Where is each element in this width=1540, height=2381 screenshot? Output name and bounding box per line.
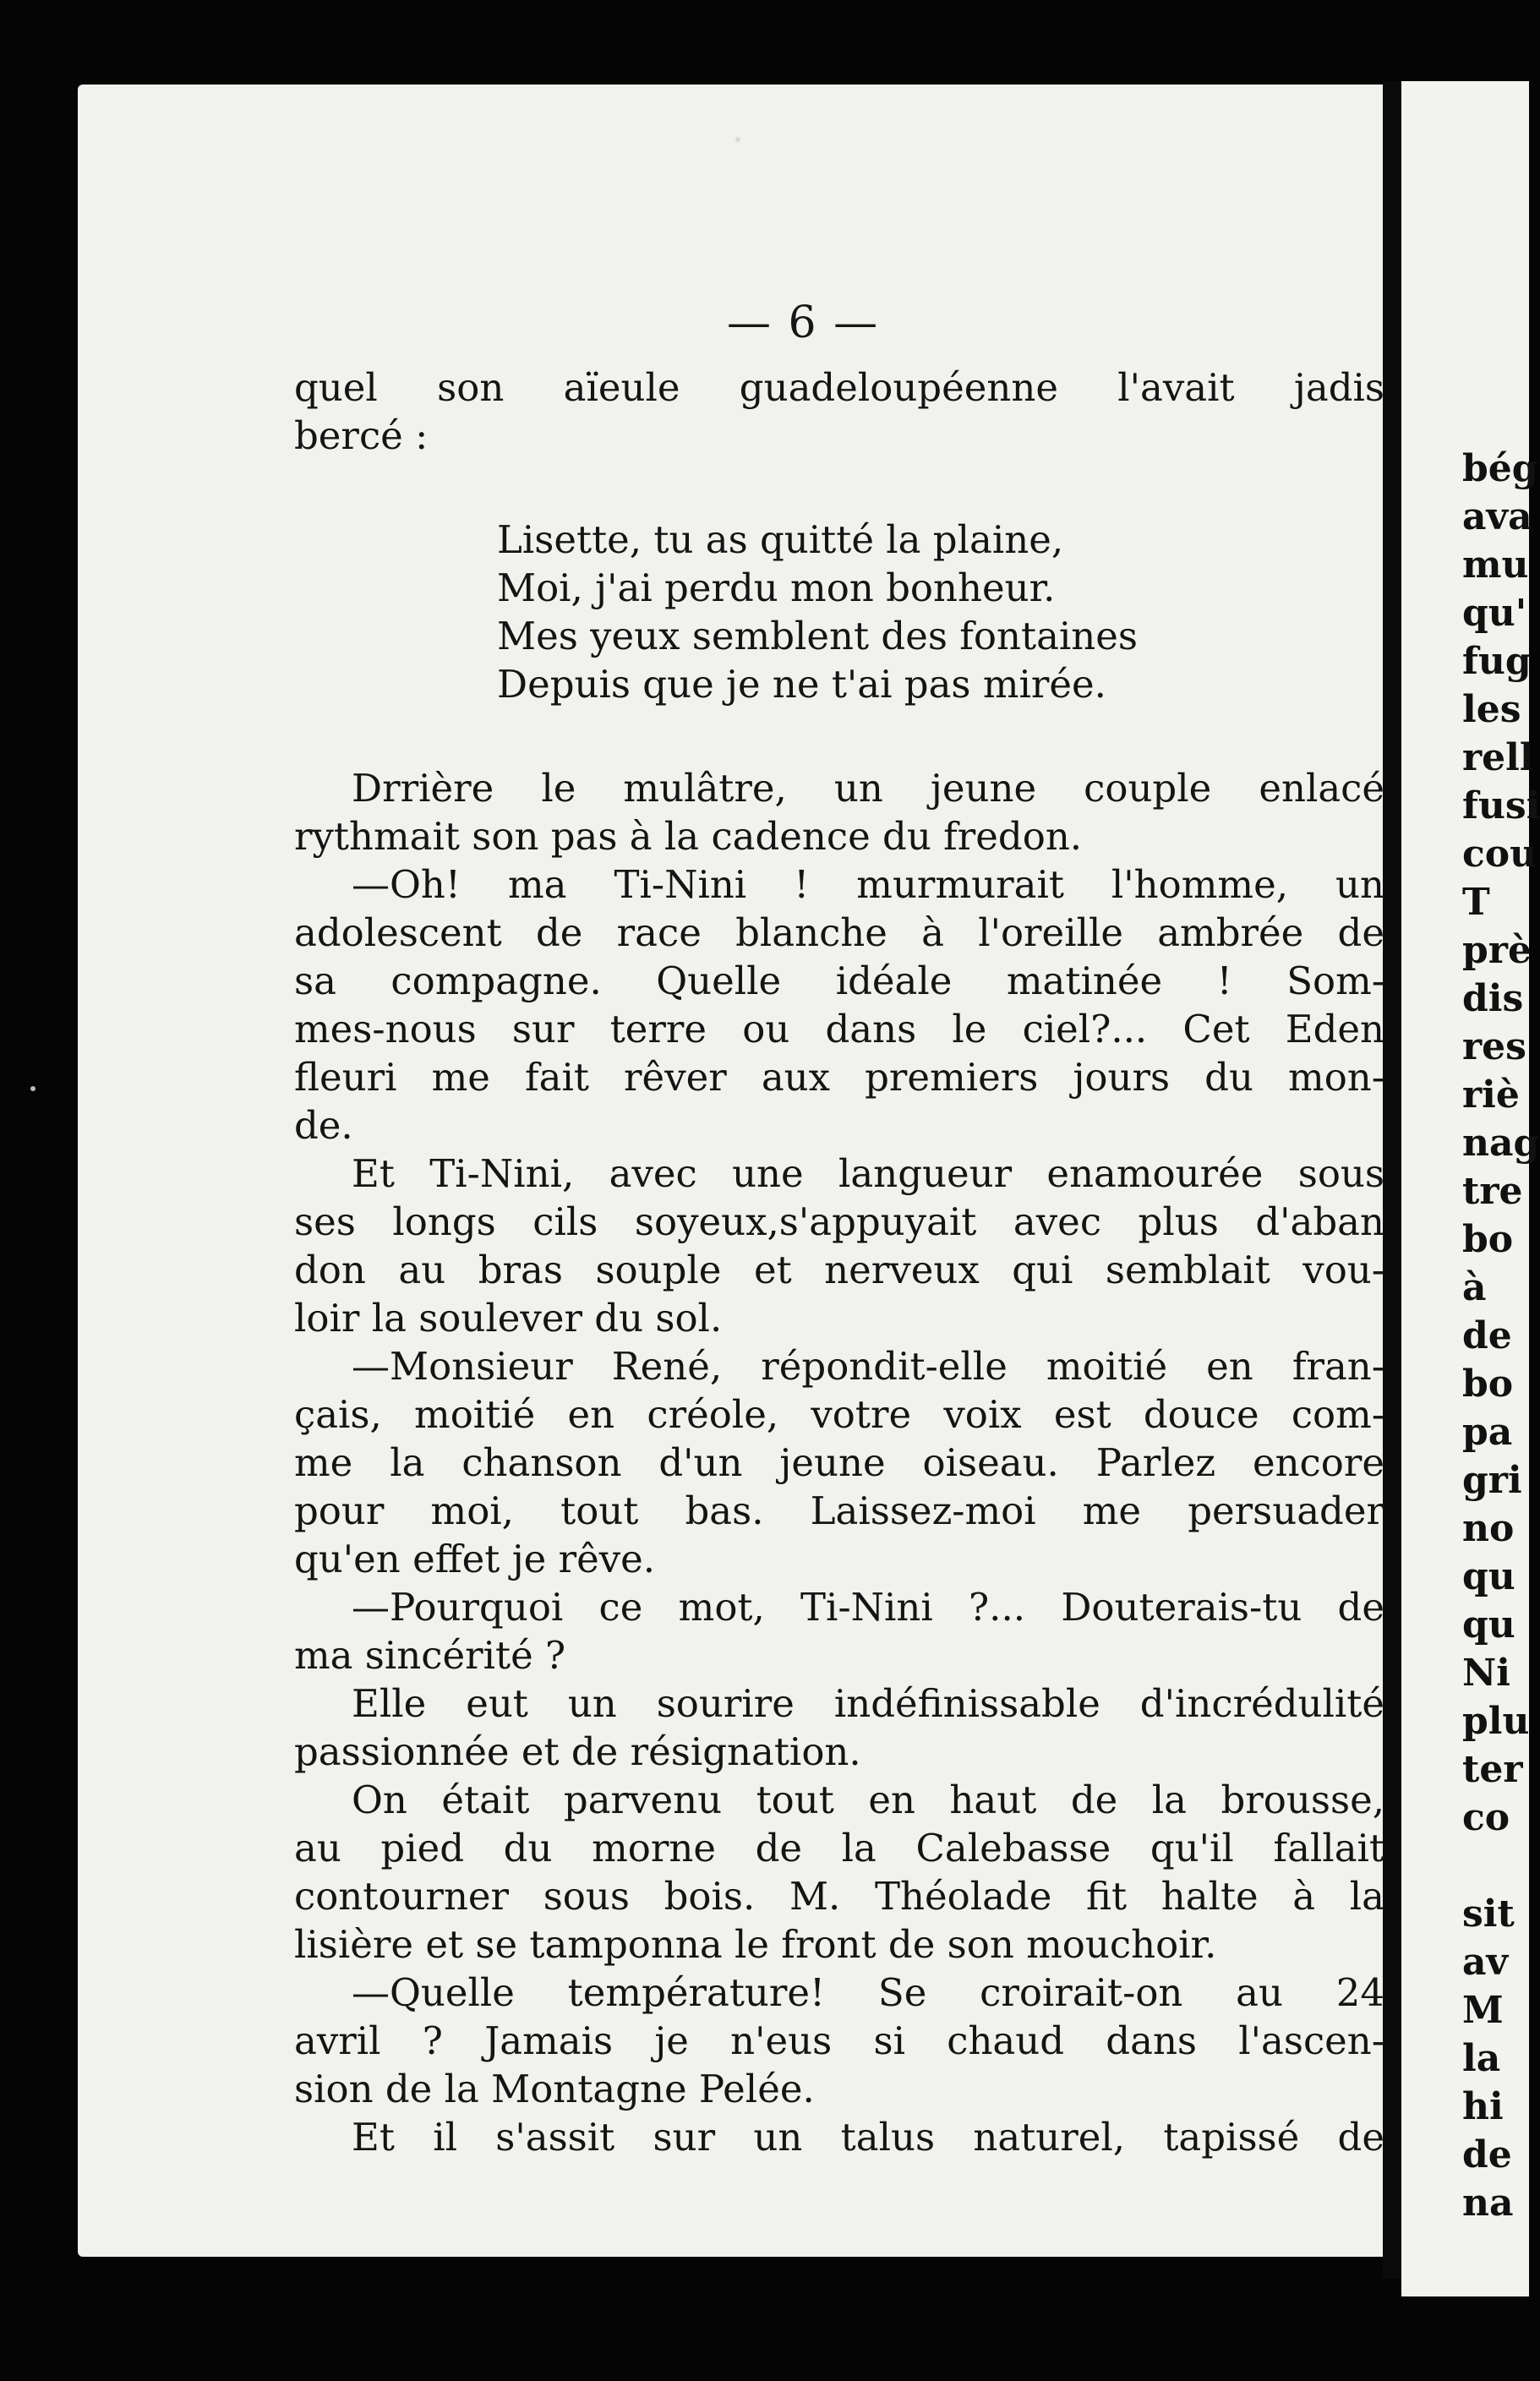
book-page-right xyxy=(1401,81,1540,2296)
facing-page-fragment: à xyxy=(1462,1266,1487,1309)
page-text xyxy=(294,363,1384,2161)
facing-page-fragment xyxy=(1462,1842,1540,1890)
text-line: fleuri me fait rêver aux premiers jours du mon- xyxy=(294,1055,1384,1100)
verse-line: Lisette, tu as quitté la plaine, xyxy=(497,517,1064,562)
text-line: Drrière le mulâtre, un jeune couple enlacé xyxy=(352,766,1384,811)
paper-speck xyxy=(735,137,740,142)
facing-page-fragment: dis xyxy=(1462,977,1524,1020)
facing-page-fragment: bég xyxy=(1462,447,1538,490)
facing-page-fragment: de xyxy=(1462,1314,1512,1357)
text-line: —Quelle température! Se croirait-on au 24 xyxy=(352,1970,1384,2015)
facing-page-fragment: de xyxy=(1462,2133,1512,2176)
facing-page-fragment: M xyxy=(1462,1989,1504,2032)
facing-page-fragment: fusi xyxy=(1462,784,1540,827)
facing-page-fragment: gri xyxy=(1462,1459,1522,1502)
text-line: Elle eut un sourire indéfinissable d'incrédulité xyxy=(352,1681,1384,1726)
facing-page-fragment: no xyxy=(1462,1507,1515,1550)
facing-page-fragment: T xyxy=(1462,881,1490,924)
scan-speck xyxy=(30,1086,35,1091)
facing-page-fragment: riè xyxy=(1462,1073,1520,1117)
facing-page-fragment: res xyxy=(1462,1025,1526,1068)
facing-page-fragment: tre xyxy=(1462,1170,1523,1213)
text-line: don au bras souple et nerveux qui semblait vou- xyxy=(294,1248,1384,1292)
facing-page-fragment: qu xyxy=(1462,1603,1515,1646)
facing-page-fragment: av xyxy=(1462,1941,1509,1984)
facing-page-fragment: la xyxy=(1462,2037,1501,2080)
text-line: au pied du morne de la Calebasse qu'il fallait xyxy=(294,1826,1384,1870)
facing-page-fragment: qu' xyxy=(1462,592,1527,635)
facing-page-fragment: Ni xyxy=(1462,1652,1510,1695)
page-number: — 6 — xyxy=(727,298,880,348)
verse-stanza xyxy=(497,516,1384,708)
facing-page-fragment: cou xyxy=(1462,833,1537,876)
text-line: bercé : xyxy=(294,413,429,458)
facing-page-fragment: fug xyxy=(1462,640,1532,683)
facing-page-fragment: bo xyxy=(1462,1363,1514,1406)
facing-page-fragment: les xyxy=(1462,688,1521,731)
text-line: çais, moitié en créole, votre voix est douce com- xyxy=(294,1392,1384,1437)
facing-page-fragment: na xyxy=(1462,2182,1514,2225)
text-line: avril ? Jamais je n'eus si chaud dans l'ascen- xyxy=(294,2018,1384,2063)
verse-line: Depuis que je ne t'ai pas mirée. xyxy=(497,662,1106,707)
facing-page-fragment: prè xyxy=(1462,929,1532,972)
text-line: me la chanson d'un jeune oiseau. Parlez encore xyxy=(294,1440,1384,1485)
verse-line: Moi, j'ai perdu mon bonheur. xyxy=(497,565,1056,610)
facing-page-fragment: nag xyxy=(1462,1122,1540,1165)
text-line: passionnée et de résignation. xyxy=(294,1729,861,1774)
facing-page-fragment: plu xyxy=(1462,1700,1530,1743)
text-line: sa compagne. Quelle idéale matinée ! Som- xyxy=(294,958,1384,1003)
text-line: de. xyxy=(294,1103,353,1148)
text-line: On était parvenu tout en haut de la brousse, xyxy=(352,1778,1384,1822)
facing-page-fragment: ava xyxy=(1462,495,1532,538)
text-line: ses longs cils soyeux,s'appuyait avec plus d'aban xyxy=(294,1199,1384,1244)
text-line: Et Ti-Nini, avec une langueur enamourée sous xyxy=(352,1151,1384,1196)
text-line: —Pourquoi ce mot, Ti-Nini ?... Douterais-tu de xyxy=(352,1585,1384,1630)
text-line: qu'en effet je rêve. xyxy=(294,1537,656,1581)
facing-page-fragment: hi xyxy=(1462,2085,1504,2128)
verse-line: Mes yeux semblent des fontaines xyxy=(497,614,1138,658)
text-line: mes-nous sur terre ou dans le ciel?... Cet Eden xyxy=(294,1007,1384,1051)
facing-page-fragment: qu xyxy=(1462,1555,1515,1598)
facing-page-fragment: bo xyxy=(1462,1218,1514,1261)
facing-page-fragment: rell xyxy=(1462,736,1534,779)
text-line: —Oh! ma Ti-Nini ! murmurait l'homme, un xyxy=(352,862,1384,907)
text-line: Et il s'assit sur un talus naturel, tapissé de xyxy=(352,2115,1384,2160)
text-line: loir la soulever du sol. xyxy=(294,1296,723,1341)
text-line: quel son aïeule guadeloupéenne l'avait jadis xyxy=(294,365,1384,410)
facing-page-fragment: sit xyxy=(1462,1892,1515,1936)
text-line: sion de la Montagne Pelée. xyxy=(294,2067,815,2111)
facing-page-fragment: pa xyxy=(1462,1411,1513,1454)
facing-page-fragments xyxy=(1462,445,1540,2227)
facing-page-fragment: mu xyxy=(1462,543,1529,587)
text-line: —Monsieur René, répondit-elle moitié en fran- xyxy=(352,1344,1384,1389)
text-line: ma sincérité ? xyxy=(294,1633,566,1678)
facing-page-fragment: ter xyxy=(1462,1748,1523,1791)
text-line: pour moi, tout bas. Laissez-moi me persuader xyxy=(294,1488,1384,1533)
text-line: contourner sous bois. M. Théolade fit halte à la xyxy=(294,1874,1384,1919)
book-gutter xyxy=(1383,81,1401,2279)
text-line: rythmait son pas à la cadence du fredon. xyxy=(294,814,1083,859)
text-line: lisière et se tamponna le front de son mouchoir. xyxy=(294,1922,1217,1967)
facing-page-fragment: co xyxy=(1462,1796,1510,1839)
text-line: adolescent de race blanche à l'oreille ambrée de xyxy=(294,910,1384,955)
